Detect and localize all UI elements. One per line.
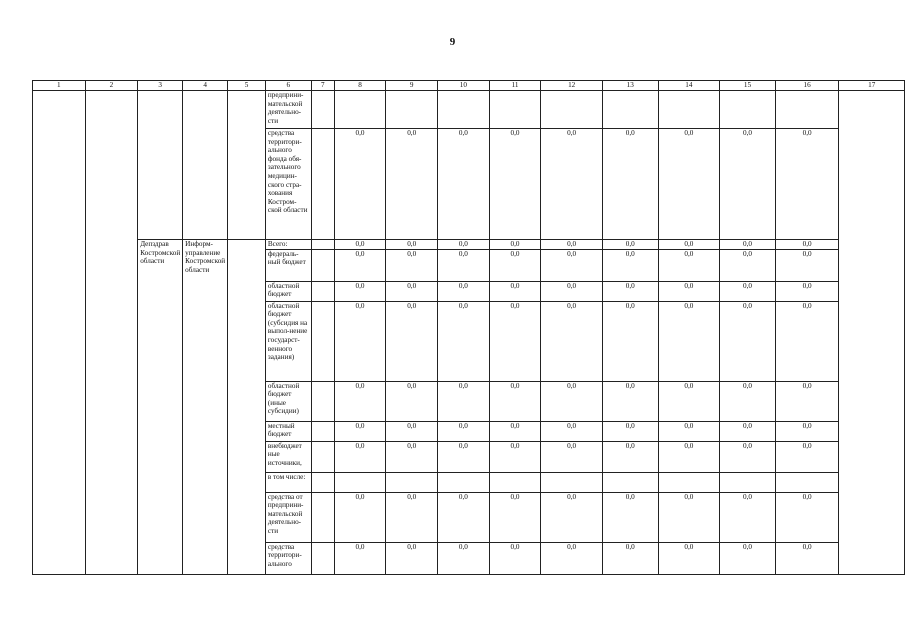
value-cell: 0,0 — [489, 421, 541, 441]
value-cell — [720, 472, 776, 492]
value-cell: 0,0 — [438, 281, 490, 301]
value-cell: 0,0 — [775, 129, 839, 240]
value-cell: 0,0 — [602, 542, 658, 574]
value-cell: 0,0 — [541, 129, 603, 240]
value-cell: 0,0 — [438, 421, 490, 441]
value-cell: 0,0 — [334, 249, 386, 281]
value-cell: 0,0 — [602, 249, 658, 281]
value-cell: 0,0 — [720, 542, 776, 574]
value-cell — [775, 472, 839, 492]
row-label: предприни-мательской деятельно-сти — [265, 91, 311, 129]
value-cell: 0,0 — [602, 492, 658, 542]
col2-cell — [85, 91, 138, 575]
col7-cell — [311, 421, 334, 441]
value-cell: 0,0 — [386, 281, 438, 301]
table-row — [33, 91, 905, 129]
value-cell: 0,0 — [602, 281, 658, 301]
col-header: 10 — [438, 81, 490, 91]
value-cell: 0,0 — [775, 492, 839, 542]
value-cell: 0,0 — [541, 381, 603, 421]
value-cell: 0,0 — [720, 281, 776, 301]
value-cell: 0,0 — [438, 441, 490, 472]
col-header: 9 — [386, 81, 438, 91]
col-header: 7 — [311, 81, 334, 91]
value-cell: 0,0 — [386, 129, 438, 240]
value-cell — [489, 472, 541, 492]
value-cell: 0,0 — [438, 492, 490, 542]
value-cell: 0,0 — [386, 301, 438, 381]
row-label: Всего: — [265, 240, 311, 250]
value-cell: 0,0 — [602, 240, 658, 250]
value-cell — [438, 91, 490, 129]
blank-cell — [138, 91, 183, 240]
row-label: средства от предприни-мательской деятельно-сти — [265, 492, 311, 542]
value-cell: 0,0 — [602, 381, 658, 421]
value-cell: 0,0 — [602, 421, 658, 441]
value-cell: 0,0 — [720, 492, 776, 542]
row-label: областной бюджет (субсидия на выпол-нение государст-венного задания) — [265, 301, 311, 381]
value-cell: 0,0 — [775, 281, 839, 301]
value-cell: 0,0 — [658, 421, 720, 441]
row-label: в том числе: — [265, 472, 311, 492]
value-cell: 0,0 — [489, 249, 541, 281]
value-cell: 0,0 — [386, 381, 438, 421]
value-cell: 0,0 — [541, 441, 603, 472]
col7-cell — [311, 381, 334, 421]
value-cell — [386, 91, 438, 129]
value-cell: 0,0 — [489, 240, 541, 250]
value-cell: 0,0 — [658, 492, 720, 542]
table-row — [33, 240, 905, 250]
value-cell: 0,0 — [438, 381, 490, 421]
value-cell: 0,0 — [658, 301, 720, 381]
col-header: 15 — [720, 81, 776, 91]
value-cell: 0,0 — [386, 492, 438, 542]
value-cell: 0,0 — [720, 381, 776, 421]
value-cell: 0,0 — [541, 240, 603, 250]
row-label: областной бюджет — [265, 281, 311, 301]
row-label: средства территори-ального — [265, 542, 311, 574]
value-cell: 0,0 — [658, 281, 720, 301]
value-cell — [334, 91, 386, 129]
value-cell: 0,0 — [541, 281, 603, 301]
row-label: федераль-ный бюджет — [265, 249, 311, 281]
value-cell: 0,0 — [334, 301, 386, 381]
value-cell — [658, 91, 720, 129]
col-header: 14 — [658, 81, 720, 91]
value-cell: 0,0 — [489, 381, 541, 421]
col-header: 11 — [489, 81, 541, 91]
value-cell — [775, 91, 839, 129]
value-cell: 0,0 — [541, 421, 603, 441]
col-header: 13 — [602, 81, 658, 91]
value-cell: 0,0 — [489, 542, 541, 574]
col-header: 2 — [85, 81, 138, 91]
col7-cell — [311, 249, 334, 281]
value-cell: 0,0 — [720, 301, 776, 381]
value-cell: 0,0 — [720, 129, 776, 240]
value-cell: 0,0 — [602, 301, 658, 381]
value-cell: 0,0 — [775, 421, 839, 441]
value-cell: 0,0 — [541, 249, 603, 281]
value-cell: 0,0 — [720, 441, 776, 472]
value-cell — [438, 472, 490, 492]
value-cell: 0,0 — [334, 421, 386, 441]
value-cell — [658, 472, 720, 492]
value-cell: 0,0 — [775, 381, 839, 421]
col17-cell — [839, 91, 905, 575]
value-cell: 0,0 — [775, 240, 839, 250]
value-cell: 0,0 — [541, 492, 603, 542]
col-header: 12 — [541, 81, 603, 91]
value-cell: 0,0 — [489, 129, 541, 240]
value-cell: 0,0 — [438, 240, 490, 250]
executor-cell: Депздрав Костромской области — [138, 240, 183, 575]
value-cell — [720, 91, 776, 129]
col-header: 16 — [775, 81, 839, 91]
col-header: 6 — [265, 81, 311, 91]
value-cell: 0,0 — [775, 301, 839, 381]
value-cell: 0,0 — [489, 441, 541, 472]
value-cell: 0,0 — [658, 441, 720, 472]
value-cell — [541, 91, 603, 129]
value-cell: 0,0 — [386, 421, 438, 441]
col7-cell — [311, 441, 334, 472]
value-cell: 0,0 — [602, 441, 658, 472]
col7-cell — [311, 129, 334, 240]
value-cell — [541, 472, 603, 492]
value-cell: 0,0 — [775, 542, 839, 574]
value-cell — [489, 91, 541, 129]
row-label: внебюджет ные источники, — [265, 441, 311, 472]
value-cell: 0,0 — [541, 542, 603, 574]
col7-cell — [311, 301, 334, 381]
col-header: 3 — [138, 81, 183, 91]
value-cell: 0,0 — [658, 240, 720, 250]
row-label: областной бюджет (иные субсидии) — [265, 381, 311, 421]
col-header: 5 — [228, 81, 266, 91]
value-cell: 0,0 — [334, 281, 386, 301]
value-cell: 0,0 — [602, 129, 658, 240]
value-cell: 0,0 — [386, 240, 438, 250]
value-cell — [386, 472, 438, 492]
value-cell — [602, 91, 658, 129]
col7-cell — [311, 542, 334, 574]
col7-cell — [311, 472, 334, 492]
value-cell: 0,0 — [438, 249, 490, 281]
col7-cell — [311, 91, 334, 129]
row-label: местный бюджет — [265, 421, 311, 441]
col7-cell — [311, 492, 334, 542]
blank-cell — [183, 91, 228, 240]
col-header: 17 — [839, 81, 905, 91]
page-number: 9 — [449, 36, 456, 48]
value-cell: 0,0 — [438, 301, 490, 381]
value-cell: 0,0 — [720, 249, 776, 281]
budget-table — [32, 80, 905, 575]
value-cell: 0,0 — [658, 249, 720, 281]
value-cell: 0,0 — [541, 301, 603, 381]
blank-cell — [228, 91, 266, 240]
value-cell: 0,0 — [438, 129, 490, 240]
value-cell: 0,0 — [489, 301, 541, 381]
value-cell: 0,0 — [658, 542, 720, 574]
value-cell: 0,0 — [334, 381, 386, 421]
value-cell: 0,0 — [334, 129, 386, 240]
blank-cell — [228, 240, 266, 575]
col7-cell — [311, 240, 334, 250]
col1-cell — [33, 91, 86, 575]
value-cell — [602, 472, 658, 492]
value-cell: 0,0 — [334, 542, 386, 574]
value-cell: 0,0 — [334, 492, 386, 542]
value-cell: 0,0 — [658, 129, 720, 240]
row-label: средства территори-ального фонда обя-зательного медицин-ского стра-хования Костром-ской области — [265, 129, 311, 240]
participant-cell: Информ-управление Костромской области — [183, 240, 228, 575]
value-cell: 0,0 — [489, 492, 541, 542]
value-cell: 0,0 — [489, 281, 541, 301]
value-cell: 0,0 — [775, 441, 839, 472]
value-cell: 0,0 — [386, 542, 438, 574]
value-cell: 0,0 — [386, 441, 438, 472]
col7-cell — [311, 281, 334, 301]
col-header: 1 — [33, 81, 86, 91]
value-cell: 0,0 — [334, 240, 386, 250]
value-cell: 0,0 — [334, 441, 386, 472]
value-cell: 0,0 — [438, 542, 490, 574]
value-cell: 0,0 — [658, 381, 720, 421]
col-header: 8 — [334, 81, 386, 91]
value-cell: 0,0 — [720, 421, 776, 441]
value-cell — [334, 472, 386, 492]
value-cell: 0,0 — [775, 249, 839, 281]
value-cell: 0,0 — [720, 240, 776, 250]
column-header-row — [33, 81, 905, 91]
col-header: 4 — [183, 81, 228, 91]
value-cell: 0,0 — [386, 249, 438, 281]
